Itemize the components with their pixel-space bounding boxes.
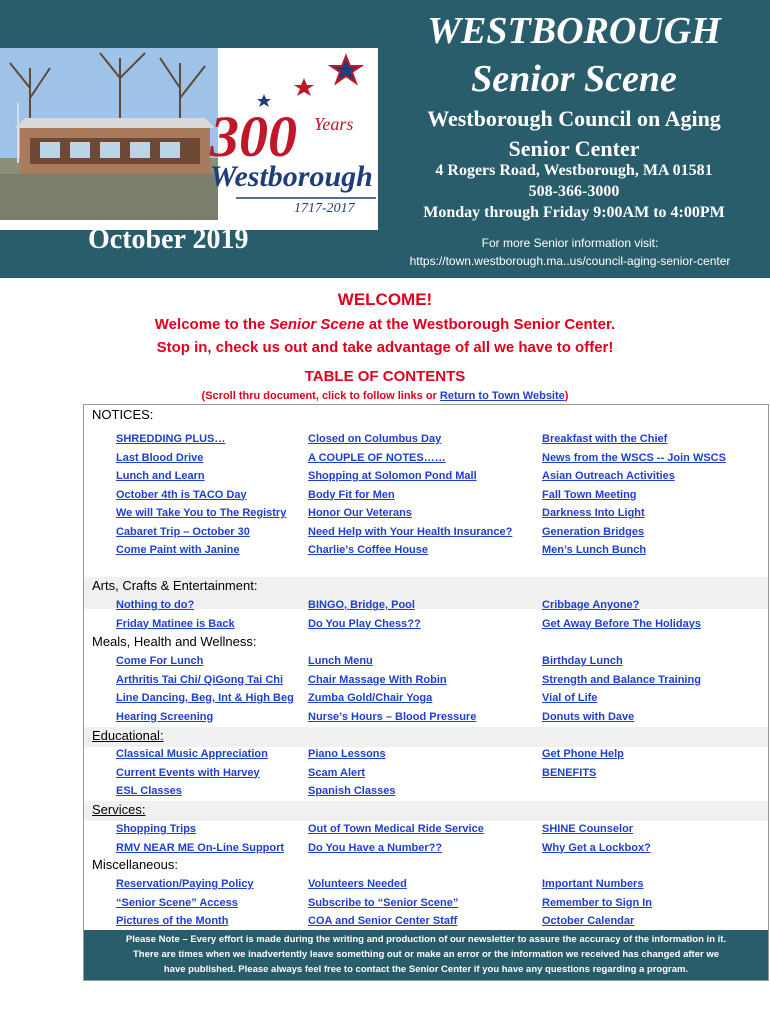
toc-link[interactable]: Men’s Lunch Bunch bbox=[542, 544, 647, 556]
logo-300-text: 300 bbox=[210, 104, 297, 169]
toc-box bbox=[83, 404, 769, 981]
section-arts: Arts, Crafts & Entertainment: bbox=[92, 578, 258, 593]
section-services: Services: bbox=[92, 802, 146, 817]
toc-link[interactable]: Do You Play Chess?? bbox=[308, 617, 421, 630]
toc-link[interactable]: Cabaret Trip – October 30 bbox=[116, 525, 250, 538]
newsletter-title-line2: Senior Scene bbox=[471, 58, 677, 100]
toc-link[interactable]: Need Help with Your Health Insurance? bbox=[308, 525, 513, 538]
toc-link[interactable]: Nothing to do? bbox=[116, 599, 195, 611]
toc-link[interactable]: Line Dancing, Beg, Int & High Beg bbox=[116, 692, 294, 704]
welcome-line1 bbox=[0, 316, 770, 333]
toc-link[interactable]: Body Fit for Men bbox=[308, 488, 395, 501]
disclaimer-line1: Please Note – Every effort is made during the writing and production of our newsletter to assure the accuracy of the information in it. bbox=[125, 934, 727, 945]
toc-link[interactable]: Piano Lessons bbox=[308, 748, 386, 760]
toc-instructions-post: ) bbox=[564, 390, 569, 402]
toc-link[interactable]: A COUPLE OF NOTES…… bbox=[308, 451, 446, 464]
toc-link[interactable]: Shopping at Solomon Pond Mall bbox=[308, 470, 477, 482]
section-meals: Meals, Health and Wellness: bbox=[92, 634, 257, 649]
toc-link[interactable]: Spanish Classes bbox=[308, 785, 396, 797]
toc-heading: TABLE OF CONTENTS bbox=[304, 368, 466, 385]
toc-link[interactable]: Pictures of the Month bbox=[116, 915, 229, 927]
toc-link[interactable]: Remember to Sign In bbox=[542, 896, 653, 909]
disclaimer-footer bbox=[84, 930, 768, 980]
issue-date: October 2019 bbox=[88, 224, 249, 255]
toc-link[interactable]: Reservation/Paying Policy bbox=[116, 878, 254, 890]
toc-link[interactable]: Nurse’s Hours – Blood Pressure bbox=[308, 710, 477, 723]
toc-link[interactable]: Come Paint with Janine bbox=[116, 544, 240, 556]
section-misc: Miscellaneous: bbox=[92, 857, 178, 872]
toc-link[interactable]: Lunch Menu bbox=[308, 655, 373, 667]
toc-link[interactable]: October Calendar bbox=[542, 915, 635, 927]
logo-town-text: Westborough bbox=[210, 160, 373, 193]
300-years-logo bbox=[206, 48, 378, 230]
toc-link[interactable]: Why Get a Lockbox? bbox=[542, 841, 651, 854]
logo-years-text: Years bbox=[314, 114, 354, 134]
toc-link[interactable]: Current Events with Harvey bbox=[116, 766, 260, 779]
disclaimer-line2: There are times when we inadvertently leave something out or make an error or the information we received has changed after we bbox=[132, 949, 719, 960]
welcome-line1-post: at the Westborough Senior Center. bbox=[364, 316, 616, 333]
toc-link[interactable]: Breakfast with the Chief bbox=[542, 433, 668, 445]
welcome-line1-pre: Welcome to the bbox=[154, 316, 270, 333]
phone: 508-366-3000 bbox=[528, 183, 620, 200]
toc-link[interactable]: Out of Town Medical Ride Service bbox=[308, 823, 484, 835]
council-line2: Senior Center bbox=[508, 136, 640, 161]
section-band bbox=[84, 801, 768, 821]
section-educational: Educational: bbox=[92, 728, 164, 743]
toc-link[interactable]: Darkness Into Light bbox=[542, 507, 645, 519]
council-name bbox=[378, 104, 770, 164]
toc-link[interactable]: Donuts with Dave bbox=[542, 710, 635, 723]
address: 4 Rogers Road, Westborough, MA 01581 bbox=[435, 162, 713, 179]
toc-instructions bbox=[0, 390, 770, 402]
welcome-line1-em: Senior Scene bbox=[269, 316, 365, 333]
toc-link[interactable]: “Senior Scene” Access bbox=[116, 896, 238, 909]
toc-link[interactable]: Strength and Balance Training bbox=[542, 673, 701, 686]
council-line1: Westborough Council on Aging bbox=[427, 106, 721, 131]
toc-link[interactable]: Classical Music Appreciation bbox=[116, 748, 268, 760]
toc-link[interactable]: We will Take You to The Registry bbox=[116, 507, 287, 519]
more-info-url[interactable]: https://town.westborough.ma..us/council-aging-senior-center bbox=[409, 254, 731, 268]
return-to-town-website-link[interactable]: Return to Town Website bbox=[439, 390, 565, 402]
toc-instructions-pre: (Scroll thru document, click to follow links or bbox=[201, 390, 440, 402]
toc-link[interactable]: Shopping Trips bbox=[116, 823, 197, 835]
toc-link[interactable]: Fall Town Meeting bbox=[542, 488, 637, 501]
toc-link[interactable]: Arthritis Tai Chi/ QiGong Tai Chi bbox=[116, 673, 284, 686]
toc-link[interactable]: Hearing Screening bbox=[116, 710, 214, 723]
senior-center-photo bbox=[0, 48, 218, 220]
toc-link[interactable]: Volunteers Needed bbox=[308, 878, 407, 890]
section-notices-label: NOTICES: bbox=[92, 407, 154, 422]
toc-link[interactable]: Charlie’s Coffee House bbox=[308, 544, 429, 556]
toc-link[interactable]: Chair Massage With Robin bbox=[308, 673, 447, 686]
toc-link[interactable]: BINGO, Bridge, Pool bbox=[308, 599, 415, 611]
toc-link[interactable]: COA and Senior Center Staff bbox=[308, 915, 458, 927]
newsletter-title-line1: WESTBOROUGH bbox=[427, 10, 721, 52]
toc-link[interactable]: Last Blood Drive bbox=[116, 451, 204, 464]
disclaimer-line3: have published. Please always feel free to contact the Senior Center if you have any questions regarding a program. bbox=[163, 964, 689, 975]
toc-link[interactable]: Generation Bridges bbox=[542, 525, 645, 538]
toc-link[interactable]: Closed on Columbus Day bbox=[308, 433, 442, 445]
toc-link[interactable]: RMV NEAR ME On-Line Support bbox=[116, 841, 285, 854]
toc-link[interactable]: Cribbage Anyone? bbox=[542, 599, 640, 611]
more-info-label: For more Senior information visit: bbox=[481, 236, 659, 250]
toc-link[interactable]: Vial of Life bbox=[542, 692, 598, 704]
toc-link[interactable]: Important Numbers bbox=[542, 878, 644, 890]
toc-link[interactable]: BENEFITS bbox=[542, 766, 597, 779]
toc-link[interactable]: October 4th is TACO Day bbox=[116, 488, 247, 501]
toc-link[interactable]: SHINE Counselor bbox=[542, 823, 634, 835]
toc-link[interactable]: Get Away Before The Holidays bbox=[542, 617, 701, 630]
toc-link[interactable]: Asian Outreach Activities bbox=[542, 470, 675, 482]
toc-link[interactable]: SHREDDING PLUS… bbox=[116, 433, 226, 445]
toc-link[interactable]: Lunch and Learn bbox=[116, 470, 205, 482]
welcome-heading: WELCOME! bbox=[337, 290, 433, 309]
toc-link[interactable]: Scam Alert bbox=[308, 766, 366, 779]
section-band bbox=[84, 727, 768, 747]
more-info bbox=[370, 234, 770, 270]
toc-link[interactable]: Birthday Lunch bbox=[542, 655, 623, 667]
toc-link[interactable]: Honor Our Veterans bbox=[308, 507, 412, 519]
logo-dates-text: 1717-2017 bbox=[294, 201, 355, 216]
toc-link[interactable]: Get Phone Help bbox=[542, 748, 624, 760]
hours: Monday through Friday 9:00AM to 4:00PM bbox=[423, 204, 725, 221]
toc-link[interactable]: Zumba Gold/Chair Yoga bbox=[308, 692, 433, 704]
toc-link[interactable]: Come For Lunch bbox=[116, 655, 204, 667]
welcome-line2: Stop in, check us out and take advantage of all we have to offer! bbox=[156, 339, 614, 356]
toc-link[interactable]: News from the WSCS -- Join WSCS bbox=[542, 451, 726, 464]
toc-link[interactable]: ESL Classes bbox=[116, 785, 182, 797]
section-notices bbox=[92, 407, 153, 422]
toc-link[interactable]: Do You Have a Number?? bbox=[308, 841, 443, 854]
toc-link[interactable]: Friday Matinee is Back bbox=[116, 617, 235, 630]
contact-block bbox=[378, 160, 770, 223]
toc-link[interactable]: Subscribe to “Senior Scene” bbox=[308, 896, 459, 909]
